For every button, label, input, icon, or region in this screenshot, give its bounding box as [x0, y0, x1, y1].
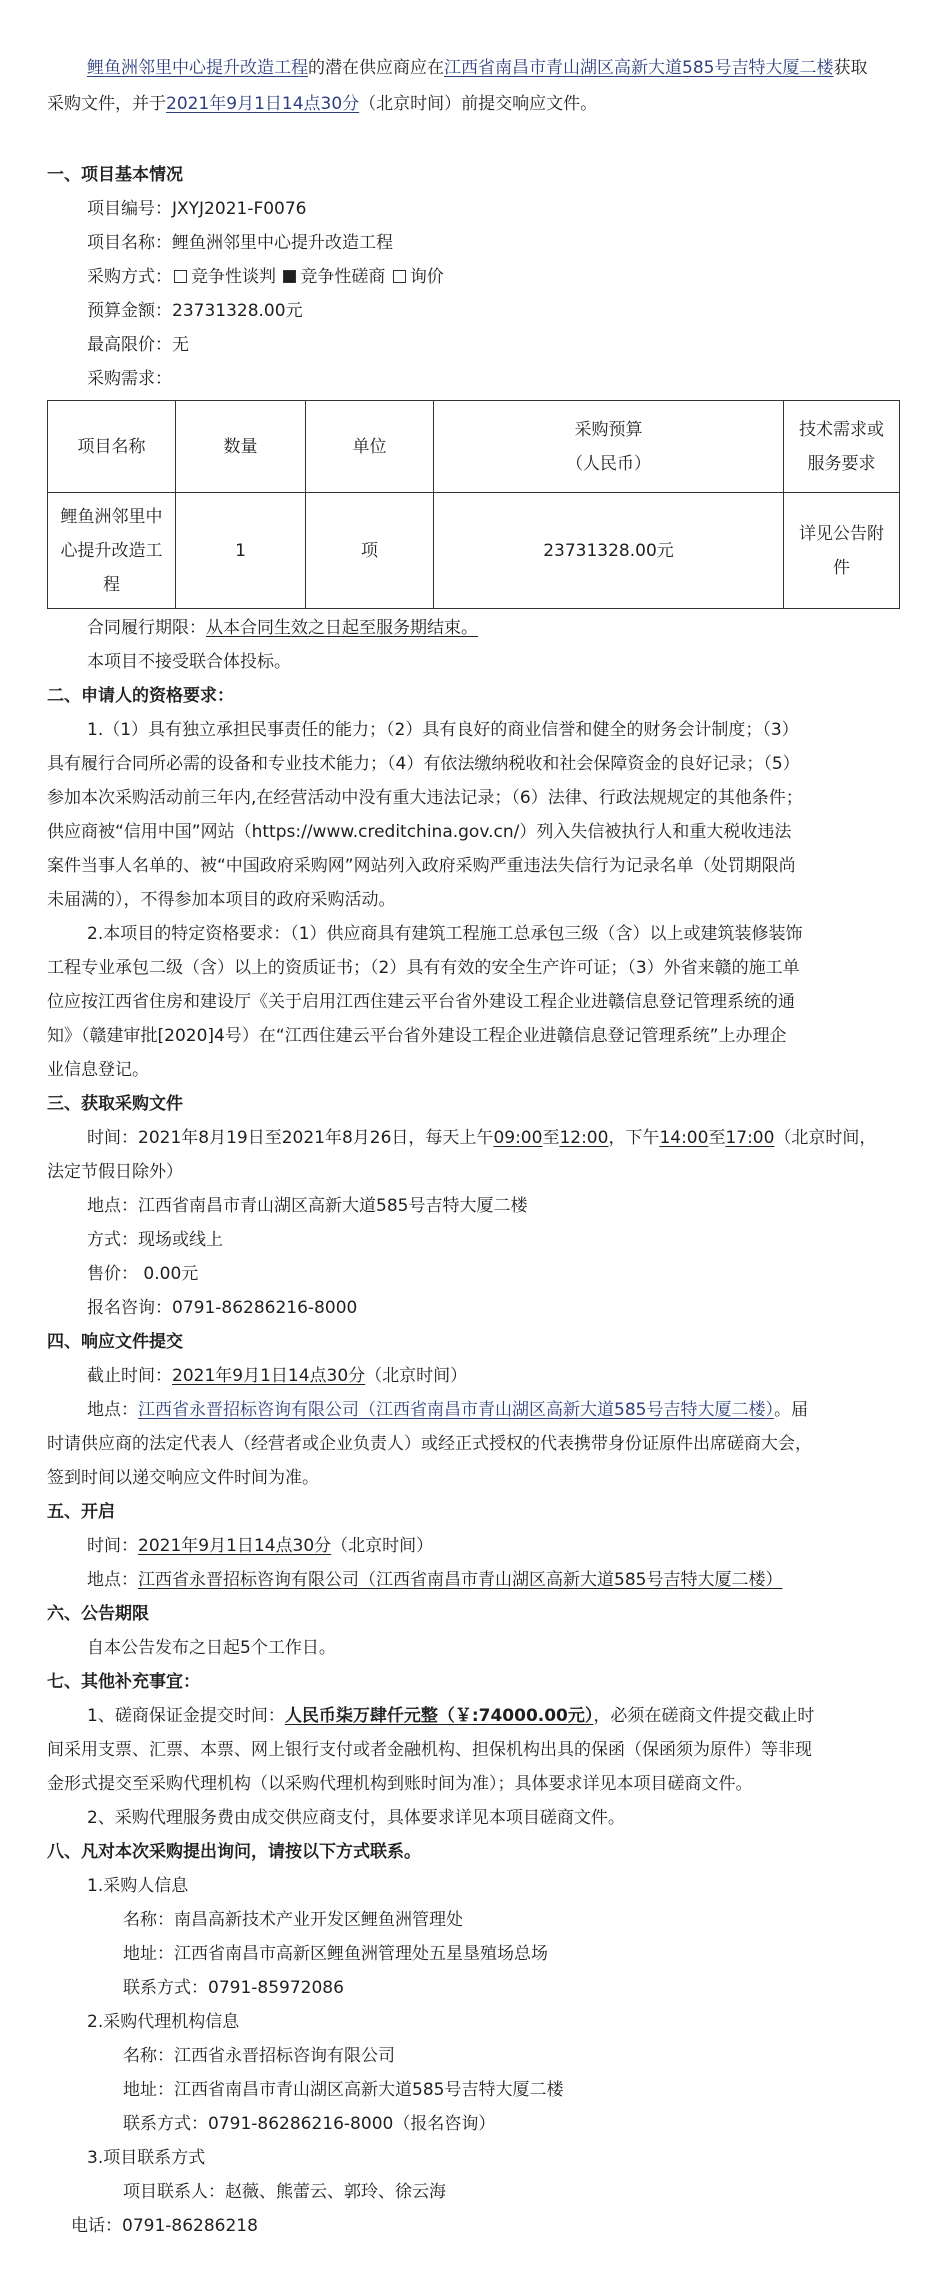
field-label: 采购方式： [87, 267, 172, 287]
buyer-phone: 联系方式：0791-85972086 [123, 1978, 344, 1998]
cell-requirements: 详见公告附 件 [784, 493, 900, 609]
header-project-name: 项目名称 [48, 401, 176, 493]
section-title: 一、项目基本情况 [47, 165, 183, 185]
agent-title: 2.采购代理机构信息 [87, 2012, 240, 2032]
budget-amount: 预算金额：23731328.00元 [87, 301, 303, 321]
intro-text: （北京时间）前提交响应文件。 [359, 94, 598, 114]
buyer-name: 名称：南昌高新技术产业开发区鲤鱼洲管理处 [123, 1910, 463, 1930]
obtain-time-note: 法定节假日除外） [47, 1162, 183, 1182]
deposit-line: 1、磋商保证金提交时间：人民币柒万肆仟元整（￥:74000.00元），必须在磋商文件提交截止时 [87, 1706, 815, 1726]
obtain-price: 售价： 0.00元 [87, 1264, 199, 1284]
section-title: 八、凡对本次采购提出询问，请按以下方式联系。 [47, 1842, 421, 1862]
checkbox-unchecked [393, 270, 406, 283]
submit-deadline: 截止时间：2021年9月1日14点30分（北京时间） [87, 1366, 468, 1386]
obtain-way: 方式：现场或线上 [87, 1230, 223, 1250]
intro-text: 的潜在供应商应在 [308, 58, 444, 78]
contract-period-value: 从本合同生效之日起至服务期结束。 [206, 618, 478, 638]
table-header-row [48, 401, 900, 493]
no-consortium-note: 本项目不接受联合体投标。 [87, 652, 291, 672]
agent-address: 地址：江西省南昌市青山湖区高新大道585号吉特大厦二楼 [123, 2080, 564, 2100]
section-title: 二、申请人的资格要求： [47, 686, 234, 706]
section-title: 七、其他补充事宜： [47, 1672, 200, 1692]
agent-name: 名称：江西省永晋招标咨询有限公司 [123, 2046, 395, 2066]
notice-period: 自本公告发布之日起5个工作日。 [87, 1638, 336, 1658]
deposit-line: 间采用支票、汇票、本票、网上银行支付或者金融机构、担保机构出具的保函（保函须为原件）等非现 [47, 1740, 812, 1760]
obtain-time: 时间：2021年8月19日至2021年8月26日，每天上午09:00至12:00，下午14:00至17:00（北京时间， [87, 1128, 877, 1148]
contract-period: 合同履行期限：从本合同生效之日起至服务期结束。 [87, 618, 478, 638]
submit-place: 地点：江西省永晋招标咨询有限公司（江西省南昌市青山湖区高新大道585号吉特大厦二楼）。届 [87, 1400, 808, 1420]
qualification-line: 工程专业承包二级（含）以上的资质证书；（2）具有有效的安全生产许可证；（3）外省来赣的施工单 [47, 958, 800, 978]
section-title: 六、公告期限 [47, 1604, 149, 1624]
project-number: 项目编号：JXYJ2021-F0076 [87, 199, 307, 219]
submit-note: 签到时间以递交响应文件时间为准。 [47, 1468, 319, 1488]
qualification-line: 未届满的），不得参加本项目的政府采购活动。 [47, 890, 396, 910]
deposit-line: 金形式提交至采购代理机构（以采购代理机构到账时间为准）；具体要求详见本项目磋商文件。 [47, 1774, 753, 1794]
section-title: 五、开启 [47, 1502, 115, 1522]
intro-paragraph [47, 0, 884, 122]
opening-place: 地点：江西省永晋招标咨询有限公司（江西省南昌市青山湖区高新大道585号吉特大厦二楼） [87, 1570, 783, 1590]
table-row [48, 493, 900, 609]
agent-phone: 联系方式：0791-86286216-8000（报名咨询） [123, 2114, 496, 2134]
qualification-line: 供应商被“信用中国”网站（https://www.creditchina.gov.cn/）列入失信被执行人和重大税收违法 [47, 822, 792, 842]
intro-text: 获取采购文件，并于 [47, 58, 868, 114]
service-fee: 2、采购代理服务费由成交供应商支付，具体要求详见本项目磋商文件。 [87, 1808, 625, 1828]
demand-label: 采购需求： [87, 369, 172, 389]
method-option: 竞争性磋商 [300, 267, 386, 287]
submit-place-link[interactable]: 江西省永晋招标咨询有限公司（江西省南昌市青山湖区高新大道585号吉特大厦二楼） [138, 1400, 774, 1420]
qualification-line: 知》（赣建审批[2020]4号）在“江西住建云平台省外建设工程企业进赣信息登记管理系统”上办理企 [47, 1026, 787, 1046]
header-quantity: 数量 [176, 401, 306, 493]
qualification-line: 位应按江西省住房和建设厅《关于启用江西住建云平台省外建设工程企业进赣信息登记管理系统的通 [47, 992, 795, 1012]
requirements-table [47, 400, 900, 609]
obtain-place: 地点：江西省南昌市青山湖区高新大道585号吉特大厦二楼 [87, 1196, 528, 1216]
section-title: 四、响应文件提交 [47, 1332, 183, 1352]
project-contacts: 项目联系人：赵薇、熊蕾云、郭玲、徐云海 [123, 2182, 446, 2202]
method-option: 询价 [409, 267, 444, 287]
procurement-method [47, 260, 884, 294]
cell-budget: 23731328.00元 [434, 493, 784, 609]
header-budget: 采购预算 （人民币） [434, 401, 784, 493]
checkbox-checked [283, 270, 296, 283]
obtain-consult: 报名咨询：0791-86286216-8000 [87, 1298, 358, 1318]
header-requirements: 技术需求或 服务要求 [784, 401, 900, 493]
qualification-line: 具有履行合同所必需的设备和专业技术能力；（4）有依法缴纳税收和社会保障资金的良好记录；（5） [47, 754, 800, 774]
qualification-line: 1.（1）具有独立承担民事责任的能力；（2）具有良好的商业信誉和健全的财务会计制度；（3） [87, 720, 799, 740]
qualification-line: 2.本项目的特定资格要求：（1）供应商具有建筑工程施工总承包三级（含）以上或建筑装修装饰 [87, 924, 803, 944]
buyer-title: 1.采购人信息 [87, 1876, 189, 1896]
opening-time: 时间：2021年9月1日14点30分（北京时间） [87, 1536, 434, 1556]
max-price: 最高限价：无 [87, 335, 189, 355]
cell-project-name: 鲤鱼洲邻里中 心提升改造工 程 [48, 493, 176, 609]
checkbox-unchecked [174, 270, 187, 283]
project-name-link[interactable]: 鲤鱼洲邻里中心提升改造工程 [87, 58, 308, 78]
cell-quantity: 1 [176, 493, 306, 609]
cell-unit: 项 [306, 493, 434, 609]
qualification-line: 业信息登记。 [47, 1060, 149, 1080]
address-link[interactable]: 江西省南昌市青山湖区高新大道585号吉特大厦二楼 [444, 58, 834, 78]
qualification-line: 案件当事人名单的、被“中国政府采购网”网站列入政府采购严重违法失信行为记录名单（处罚期限尚 [47, 856, 796, 876]
method-option: 竞争性谈判 [191, 267, 276, 287]
deadline-link[interactable]: 2021年9月1日14点30分 [166, 94, 360, 114]
buyer-address: 地址：江西省南昌市高新区鲤鱼洲管理处五星垦殖场总场 [123, 1944, 548, 1964]
qualification-line: 参加本次采购活动前三年内,在经营活动中没有重大违法记录；（6）法律、行政法规规定的其他条件； [47, 788, 803, 808]
project-contact-title: 3.项目联系方式 [87, 2148, 206, 2168]
project-name: 项目名称：鲤鱼洲邻里中心提升改造工程 [87, 233, 393, 253]
header-unit: 单位 [306, 401, 434, 493]
project-phone: 电话：0791-86286218 [71, 2216, 258, 2236]
submit-note: 时请供应商的法定代表人（经营者或企业负责人）或经正式授权的代表携带身份证原件出席磋商大会， [47, 1434, 812, 1454]
section-title: 三、获取采购文件 [47, 1094, 183, 1114]
